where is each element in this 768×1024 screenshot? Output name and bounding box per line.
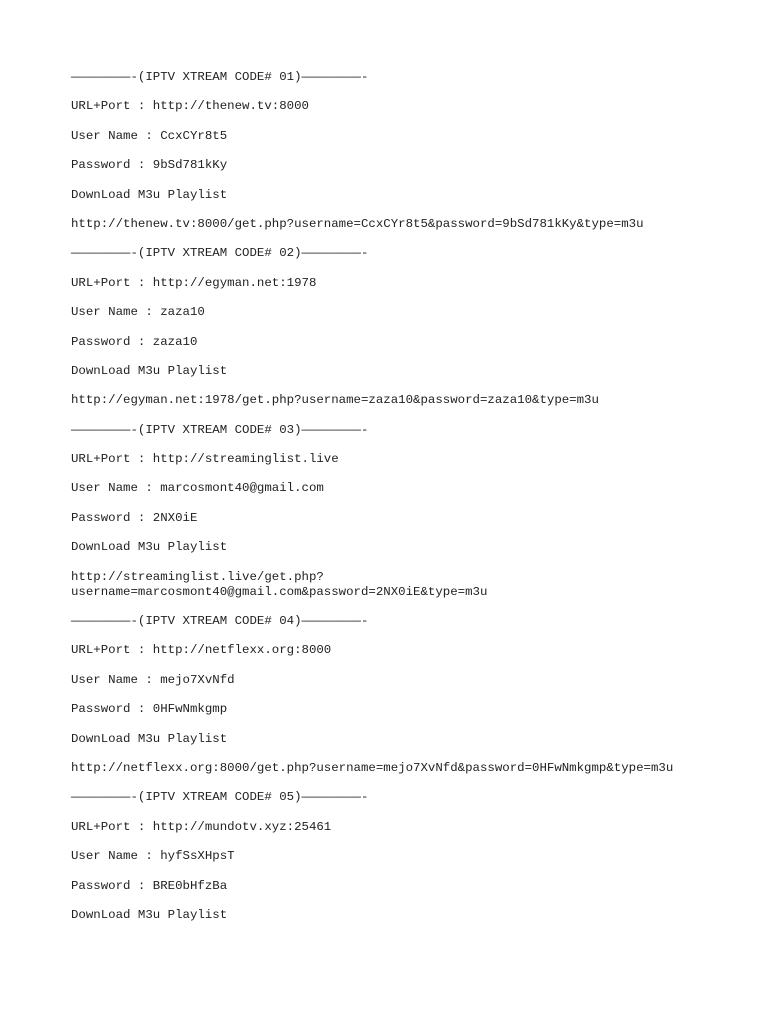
download-playlist-label: DownLoad M3u Playlist (71, 907, 228, 922)
playlist-url-continued: username=marcosmont40@gmail.com&password=2NX0iE&type=m3u (71, 584, 488, 599)
user-name-line: User Name : marcosmont40@gmail.com (71, 481, 324, 496)
user-name-line: User Name : zaza10 (71, 305, 205, 320)
url-port-line: URL+Port : http://mundotv.xyz:25461 (71, 819, 332, 834)
password-line: Password : zaza10 (71, 334, 198, 349)
url-port-line: URL+Port : http://streaminglist.live (71, 452, 339, 467)
download-playlist-label: DownLoad M3u Playlist (71, 187, 228, 202)
entry-header: ————————-(IPTV XTREAM CODE# 02)————————- (71, 246, 369, 261)
playlist-url: http://netflexx.org:8000/get.php?username=mejo7XvNfd&password=0HFwNmkgmp&type=m3u (71, 760, 674, 775)
user-name-line: User Name : CcxCYr8t5 (71, 128, 228, 143)
download-playlist-label: DownLoad M3u Playlist (71, 540, 228, 555)
url-port-line: URL+Port : http://netflexx.org:8000 (71, 643, 332, 658)
url-port-line: URL+Port : http://thenew.tv:8000 (71, 99, 309, 114)
playlist-url: http://egyman.net:1978/get.php?username=zaza10&password=zaza10&type=m3u (71, 393, 599, 408)
playlist-url: http://thenew.tv:8000/get.php?username=CcxCYr8t5&password=9bSd781kKy&type=m3u (71, 216, 644, 231)
password-line: Password : BRE0bHfzBa (71, 878, 228, 893)
entry-header: ————————-(IPTV XTREAM CODE# 01)————————- (71, 70, 369, 84)
password-line: Password : 2NX0iE (71, 510, 198, 525)
iptv-entry-05 (71, 790, 751, 923)
iptv-entry-01 (71, 70, 751, 232)
password-line: Password : 0HFwNmkgmp (71, 702, 228, 717)
document-page (71, 70, 751, 923)
download-playlist-label: DownLoad M3u Playlist (71, 363, 228, 378)
user-name-line: User Name : mejo7XvNfd (71, 672, 235, 687)
iptv-entry-02 (71, 246, 751, 408)
password-line: Password : 9bSd781kKy (71, 158, 228, 173)
entry-header: ————————-(IPTV XTREAM CODE# 03)————————- (71, 422, 369, 437)
entry-header: ————————-(IPTV XTREAM CODE# 05)————————- (71, 790, 369, 805)
iptv-entry-03 (71, 423, 751, 600)
entry-header: ————————-(IPTV XTREAM CODE# 04)————————- (71, 614, 369, 629)
download-playlist-label: DownLoad M3u Playlist (71, 731, 228, 746)
url-port-line: URL+Port : http://egyman.net:1978 (71, 275, 317, 290)
playlist-url: http://streaminglist.live/get.php? (71, 569, 324, 584)
user-name-line: User Name : hyfSsXHpsT (71, 849, 235, 864)
iptv-entry-04 (71, 614, 751, 776)
